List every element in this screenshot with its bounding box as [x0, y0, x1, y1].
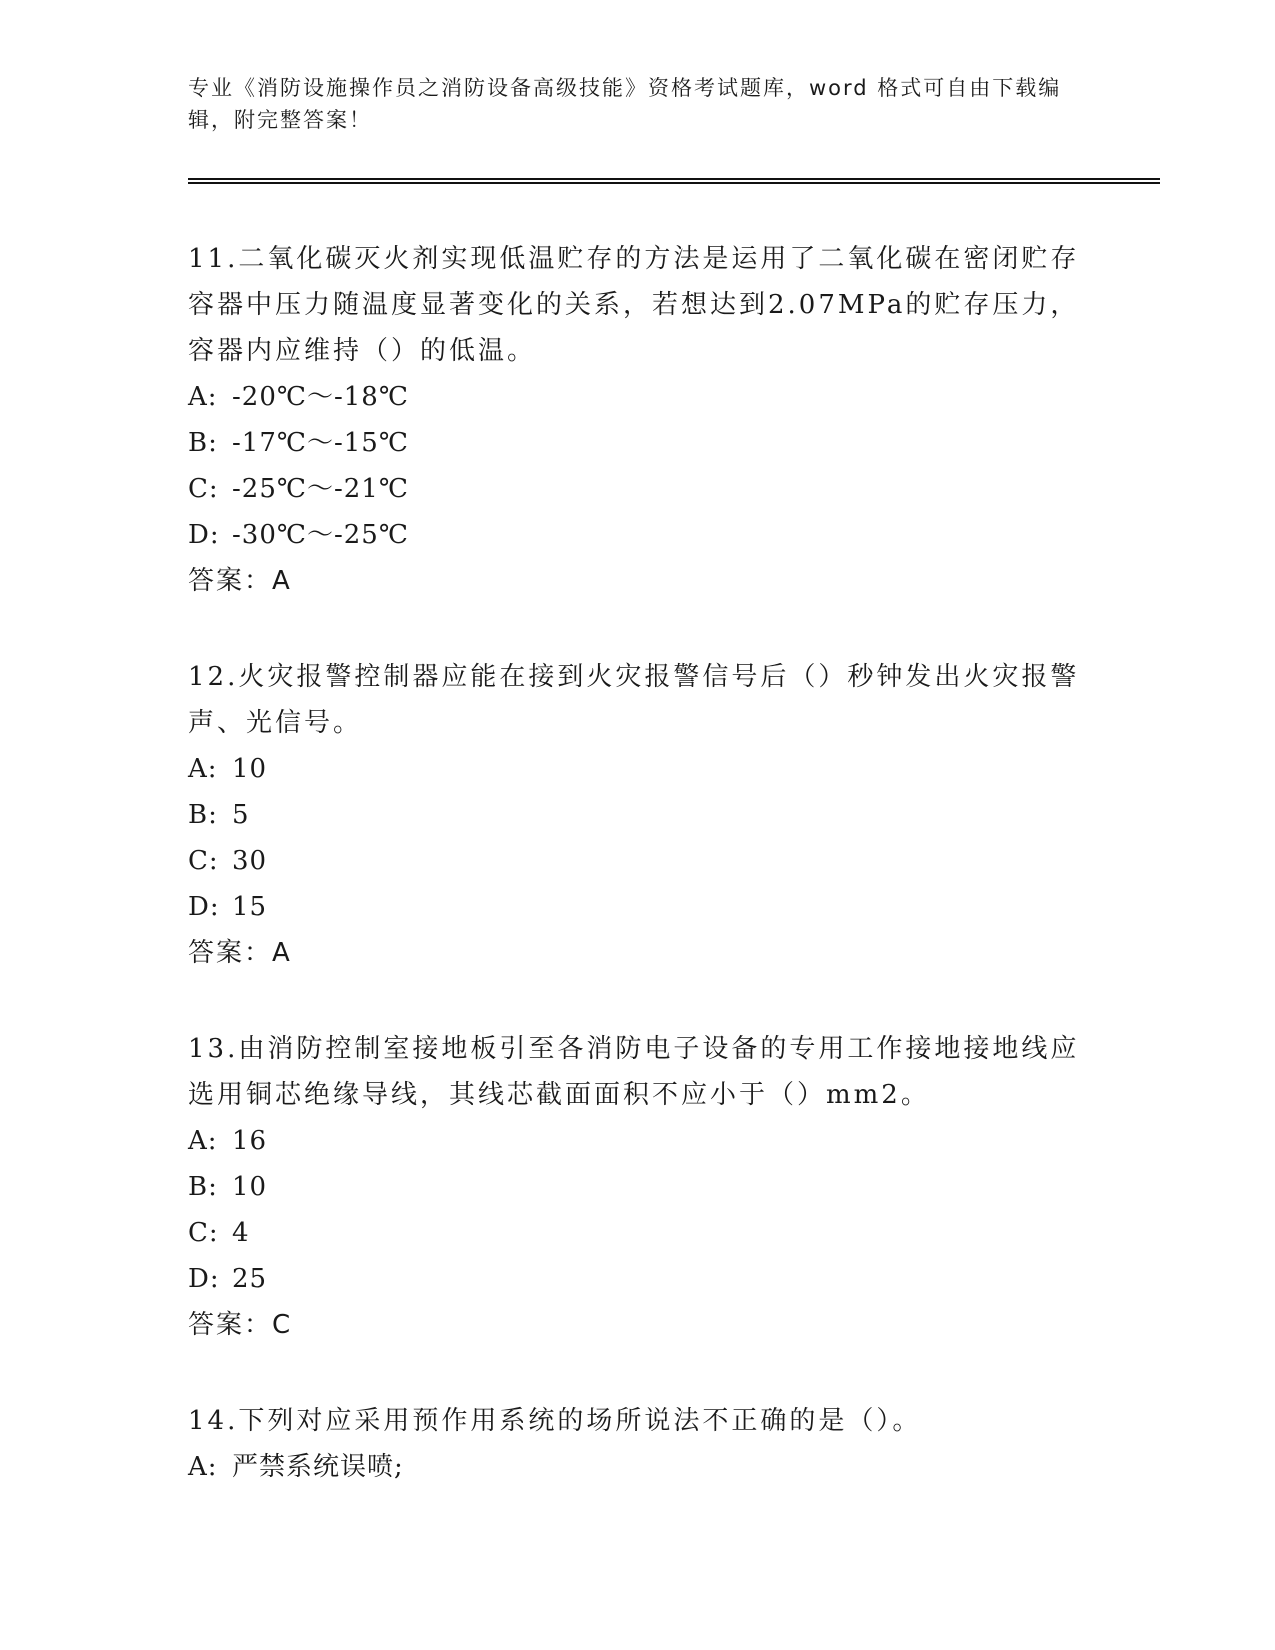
option-d [188, 512, 1088, 558]
option-c [188, 466, 1088, 512]
question-stem: 14.下列对应采用预作用系统的场所说法不正确的是（）。 [188, 1406, 922, 1436]
option-text: -30℃～-25℃ [232, 520, 409, 550]
question-stem: 13.由消防控制室接地板引至各消防电子设备的专用工作接地接地线应选用铜芯绝缘导线，其线芯截面面积不应小于（）mm2。 [188, 1034, 1080, 1110]
option-text: 4 [232, 1218, 250, 1248]
option-letter: D: [188, 892, 220, 922]
option-b [188, 1164, 1088, 1210]
option-text: 25 [232, 1264, 268, 1294]
answer-value: A [272, 938, 292, 968]
option-text: 15 [232, 892, 268, 922]
question-stem: 11.二氧化碳灭火剂实现低温贮存的方法是运用了二氧化碳在密闭贮存容器中压力随温度显著变化的关系，若想达到2.07MPa的贮存压力，容器内应维持（）的低温。 [188, 244, 1080, 366]
question-list [188, 236, 1088, 1540]
option-c [188, 838, 1088, 884]
answer-value: A [272, 566, 292, 596]
option-c [188, 1210, 1088, 1256]
option-letter: B: [188, 1172, 218, 1202]
answer-prefix: 答案： [188, 938, 273, 968]
option-text: 5 [232, 800, 250, 830]
header-divider [188, 178, 1160, 184]
option-letter: A: [188, 382, 218, 412]
option-letter: C: [188, 474, 219, 504]
option-a [188, 1444, 1088, 1490]
option-text: -17℃～-15℃ [232, 428, 409, 458]
question-item [188, 236, 1088, 604]
answer-line [188, 558, 1088, 604]
option-d [188, 1256, 1088, 1302]
option-letter: A: [188, 1126, 218, 1156]
option-a [188, 746, 1088, 792]
option-a [188, 1118, 1088, 1164]
answer-value: C [272, 1310, 293, 1340]
option-text: -20℃～-18℃ [232, 382, 409, 412]
option-letter: A: [188, 754, 218, 784]
option-text: 10 [232, 754, 268, 784]
question-item [188, 1026, 1088, 1348]
answer-line [188, 930, 1088, 976]
option-d [188, 884, 1088, 930]
option-letter: B: [188, 428, 218, 458]
answer-prefix: 答案： [188, 566, 273, 596]
document-header: 专业《消防设施操作员之消防设备高级技能》资格考试题库，word 格式可自由下载编辑，附完整答案！ [188, 76, 1062, 132]
option-text: -25℃～-21℃ [232, 474, 409, 504]
option-b [188, 792, 1088, 838]
option-text: 10 [232, 1172, 268, 1202]
option-letter: D: [188, 520, 220, 550]
option-letter: A: [188, 1452, 218, 1482]
option-text: 30 [232, 846, 268, 876]
question-item [188, 1398, 1088, 1490]
question-stem: 12.火灾报警控制器应能在接到火灾报警信号后（）秒钟发出火灾报警声、光信号。 [188, 662, 1080, 738]
question-item [188, 654, 1088, 976]
option-a [188, 374, 1088, 420]
answer-line [188, 1302, 1088, 1348]
option-b [188, 420, 1088, 466]
option-text: 16 [232, 1126, 268, 1156]
option-letter: D: [188, 1264, 220, 1294]
option-letter: B: [188, 800, 218, 830]
option-letter: C: [188, 846, 219, 876]
answer-prefix: 答案： [188, 1310, 273, 1340]
option-letter: C: [188, 1218, 219, 1248]
option-text: 严禁系统误喷; [232, 1452, 404, 1482]
